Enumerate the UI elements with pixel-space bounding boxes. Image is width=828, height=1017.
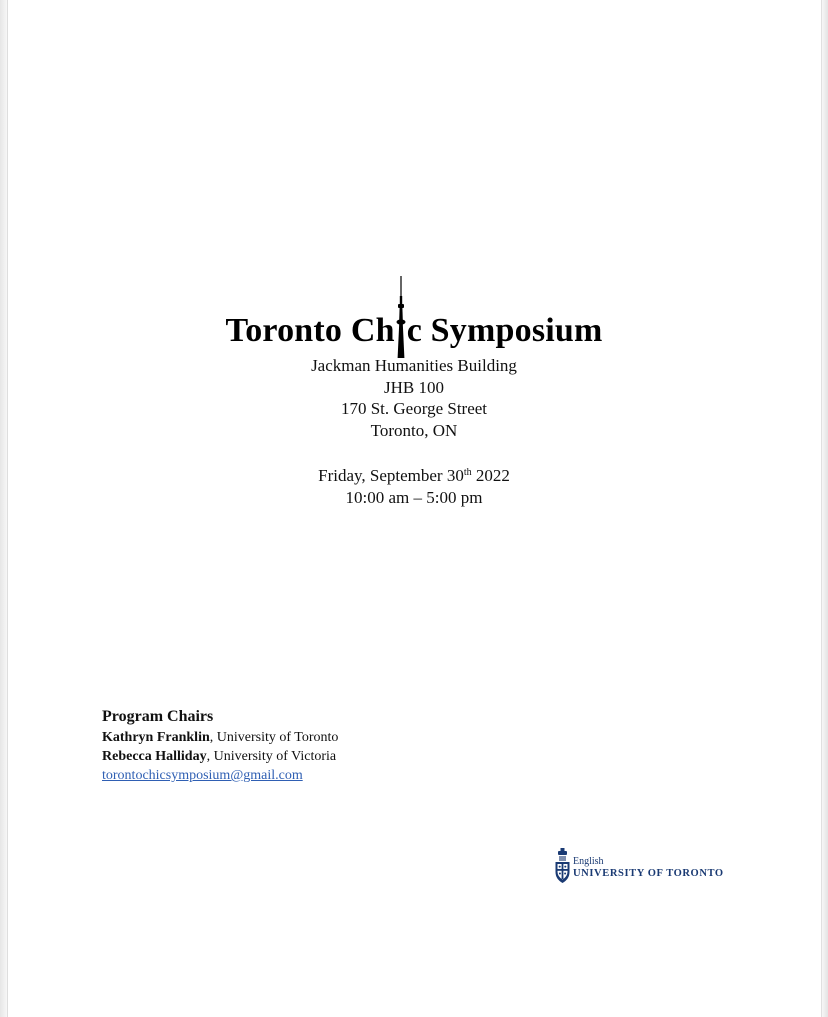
- university-logo: [554, 848, 734, 888]
- contact-email-link[interactable]: torontochicsymposium@gmail.com: [102, 768, 303, 783]
- event-date-suffix: th: [463, 467, 472, 478]
- venue-address: [0, 355, 828, 441]
- logo-department: English: [573, 856, 604, 867]
- venue-building: Jackman Humanities Building: [311, 356, 517, 375]
- chair-entry: [102, 747, 502, 766]
- cn-tower-icon: [396, 276, 406, 358]
- venue-city: Toronto, ON: [370, 420, 458, 440]
- program-chairs-heading: Program Chairs: [102, 708, 214, 725]
- title-part-2: c Symposium: [406, 312, 603, 349]
- chair-entry: [102, 728, 502, 747]
- chair-name: Kathryn Franklin: [102, 730, 210, 745]
- title-part-1: Toronto Ch: [225, 312, 395, 349]
- chair-affiliation: , University of Toronto: [209, 730, 339, 745]
- event-date-main: Friday, September 30: [318, 466, 464, 485]
- chair-name: Rebecca Halliday: [102, 749, 207, 764]
- event-time: 10:00 am – 5:00 pm: [345, 487, 483, 507]
- event-date-year: 2022: [471, 466, 510, 485]
- crest-icon: [554, 848, 571, 884]
- event-datetime: [0, 462, 828, 508]
- program-chairs: [102, 706, 502, 785]
- logo-university-name: UNIVERSITY OF TORONTO: [573, 868, 724, 879]
- venue-room: JHB 100: [384, 377, 444, 397]
- page-right-edge: [821, 0, 828, 1017]
- event-date: [0, 462, 828, 487]
- chair-affiliation: , University of Victoria: [206, 749, 337, 764]
- page-left-edge: [0, 0, 8, 1017]
- venue-street: 170 St. George Street: [340, 399, 488, 418]
- page-title: [225, 276, 602, 353]
- title-block: [0, 232, 828, 353]
